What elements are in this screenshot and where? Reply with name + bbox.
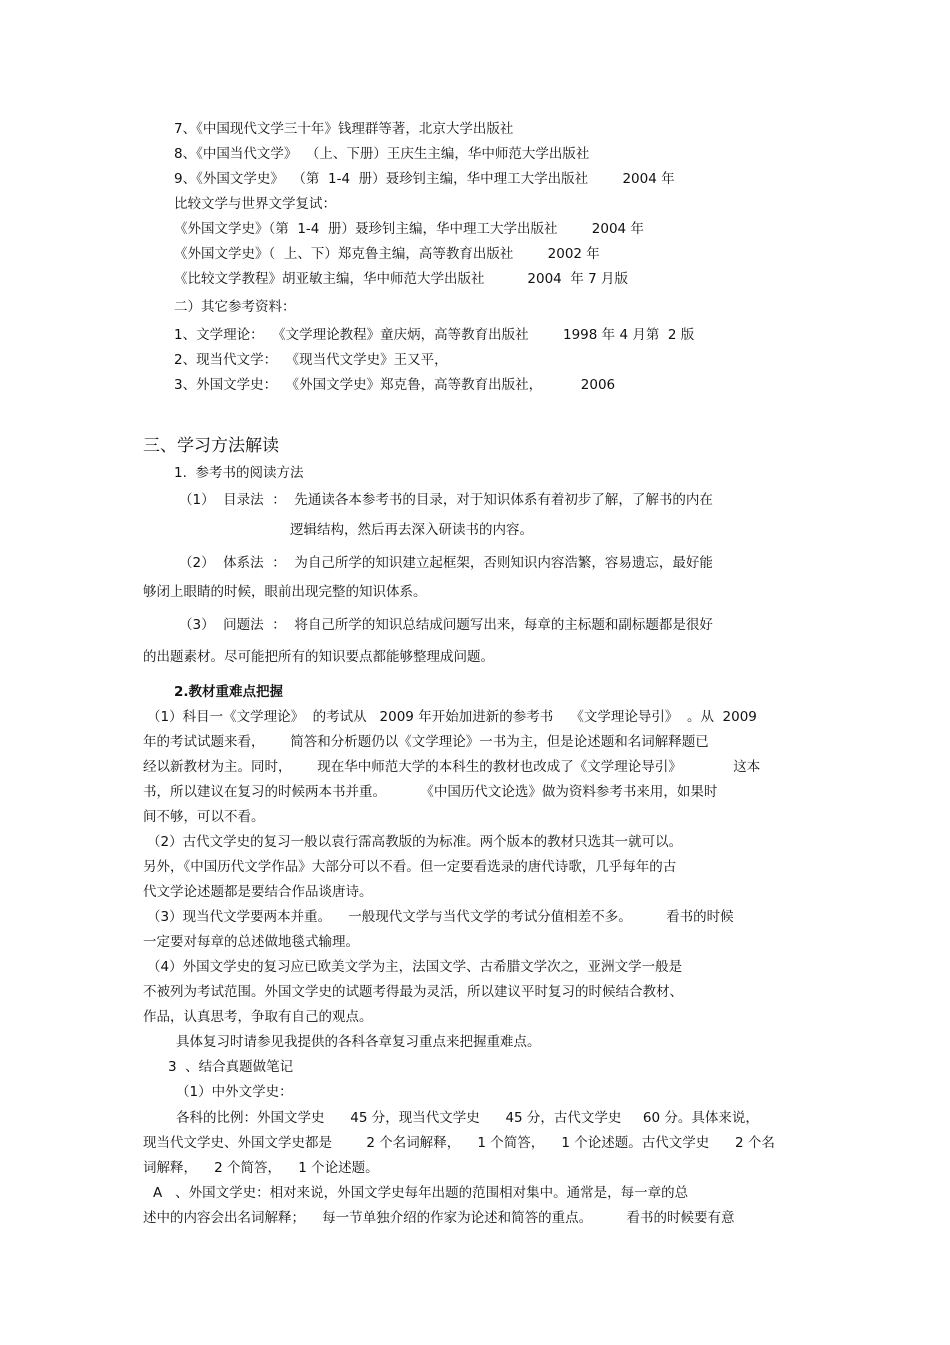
method-question-line-2: 的出题素材。尽可能把所有的知识要点都能够整理成问题。	[143, 649, 494, 665]
foreign-lit-line-2: 述中的内容会出名词解释； 每一节单独介绍的作家为论述和简答的重点。 看书的时候要有意	[143, 1210, 735, 1226]
method-catalog-line-1: （1） 目录法 ： 先通读各本参考书的目录，对于知识体系有着初步了解，了解书的内在	[179, 492, 713, 508]
method-question-line-1: （3） 问题法 ： 将自己所学的知识总结成问题写出来，每章的主标题和副标题都是很好	[179, 617, 713, 633]
ref-item-7: 7、《中国现代文学三十年》钱理群等著，北京大学出版社	[174, 121, 514, 137]
section-comparative-lit: 比较文学与世界文学复试：	[174, 196, 336, 212]
subsection-other-refs: 二）其它参考资料：	[174, 299, 296, 315]
comparative-ref-3: 《比较文学教程》胡亚敏主编，华中师范大学出版社 2004 年 7 月版	[174, 271, 629, 287]
ref-item-9: 9、《外国文学史》 （第 1-4 册）聂珍钊主编，华中理工大学出版社 2004 年	[174, 171, 675, 187]
other-ref-1: 1、文学理论： 《文学理论教程》童庆炳，高等教育出版社 1998 年 4 月第 2 版	[174, 327, 695, 343]
para-4-line-2: 不被列为考试范围。外国文学史的试题考得最为灵活，所以建议平时复习的时候结合教材、	[143, 984, 683, 1000]
comparative-ref-1: 《外国文学史》（第 1-4 册）聂珍钊主编，华中理工大学出版社 2004 年	[174, 221, 644, 237]
subsection-literary-history: （1）中外文学史：	[176, 1084, 293, 1100]
ref-item-8: 8、《中国当代文学》 （上、下册）王庆生主编，华中师范大学出版社	[174, 146, 590, 162]
foreign-lit-line-1: A 、外国文学史：相对来说，外国文学史每年出题的范围相对集中。通常是，每一章的总	[153, 1185, 689, 1201]
para-2-line-1: （2）古代文学史的复习一般以袁行霈高教版的为标准。两个版本的教材只选其一就可以。	[147, 834, 683, 850]
para-3-line-1: （3）现当代文学要两本并重。 一般现代文学与当代文学的考试分值相差不多。 看书的时候	[147, 909, 734, 925]
para-1-line-5: 间不够，可以不看。	[143, 809, 265, 825]
method-catalog-line-2: 逻辑结构，然后再去深入研读书的内容。	[290, 522, 533, 538]
review-note: 具体复习时请参见我提供的各科各章复习重点来把握重难点。	[176, 1034, 541, 1050]
comparative-ref-2: 《外国文学史》（ 上、下）郑克鲁主编，高等教育出版社 2002 年	[174, 246, 600, 262]
section-heading-study-methods: 三、学习方法解读	[143, 436, 279, 456]
score-line-2: 现当代文学史、外国文学史都是 2 个名词解释， 1 个简答， 1 个论述题。古代文学史 2 个名	[143, 1135, 775, 1151]
para-3-line-2: 一定要对每章的总述做地毯式输理。	[143, 934, 359, 950]
para-2-line-3: 代文学论述题都是要结合作品谈唐诗。	[143, 884, 373, 900]
method-3-title: 3 、结合真题做笔记	[168, 1059, 294, 1075]
para-2-line-2: 另外，《中国历代文学作品》大部分可以不看。但一定要看选录的唐代诗歌，几乎每年的古	[143, 859, 677, 875]
para-1-line-3: 经以新教材为主。同时， 现在华中师范大学的本科生的教材也改成了《文学理论导引》 这本	[143, 759, 761, 775]
para-4-line-3: 作品，认真思考，争取有自己的观点。	[143, 1009, 373, 1025]
para-1-line-1: （1）科目一《文学理论》 的考试从 2009 年开始加进新的参考书 《文学理论导引》 。从 2009	[147, 709, 757, 725]
method-2-title: 2.教材重难点把握	[174, 684, 284, 700]
other-ref-2: 2、现当代文学： 《现当代文学史》王又平，	[174, 352, 448, 368]
para-1-line-2: 年的考试试题来看， 简答和分析题仍以《文学理论》一书为主，但是论述题和名词解释题已	[143, 734, 709, 750]
other-ref-3: 3、外国文学史： 《外国文学史》郑克鲁，高等教育出版社， 2006	[174, 377, 616, 393]
para-4-line-1: （4）外国文学史的复习应已欧美文学为主，法国文学、古希腊文学次之，亚洲文学一般是	[147, 959, 683, 975]
score-line-3: 词解释， 2 个简答， 1 个论述题。	[143, 1160, 379, 1176]
method-system-line-1: （2） 体系法 ： 为自己所学的知识建立起框架，否则知识内容浩繁，容易遗忘，最好能	[179, 555, 713, 571]
para-1-line-4: 书，所以建议在复习的时候两本书并重。 《中国历代文论选》做为资料参考书来用，如果时	[143, 784, 718, 800]
score-line-1: 各科的比例：外国文学史 45 分，现当代文学史 45 分，古代文学史 60 分。具体来说，	[176, 1110, 759, 1126]
method-system-line-2: 够闭上眼睛的时候，眼前出现完整的知识体系。	[143, 584, 427, 600]
method-1-title: 1. 参考书的阅读方法	[174, 465, 304, 481]
